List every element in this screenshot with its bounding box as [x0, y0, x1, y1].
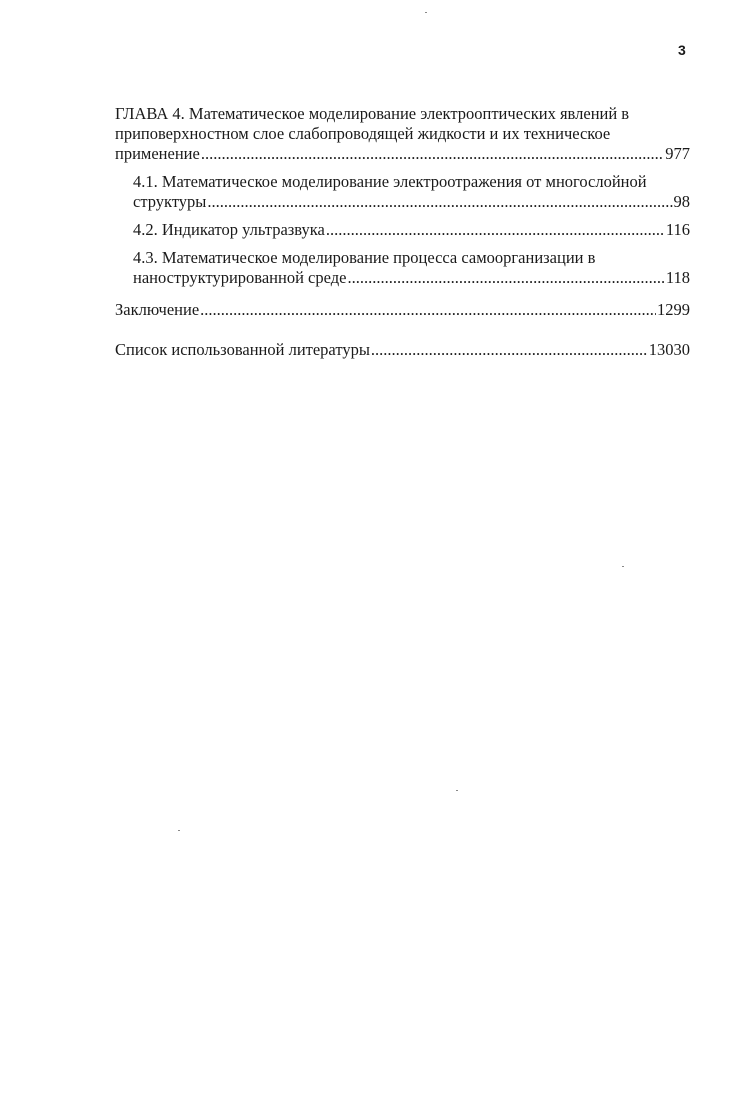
toc-section-last-line [115, 268, 690, 288]
toc-chapter-title-line-3: применение [115, 144, 200, 163]
toc-section-title-line-2: структуры [133, 192, 207, 211]
page-number: 3 [678, 42, 686, 58]
toc-section-row [133, 220, 690, 240]
toc-section-4-2 [115, 220, 690, 240]
toc-conclusion [115, 300, 690, 320]
dot-leader [326, 220, 665, 240]
dot-leader [347, 268, 664, 288]
toc-conclusion-page: 1299 [657, 300, 690, 319]
scan-speck [622, 566, 624, 567]
dot-leader [207, 192, 672, 212]
toc-conclusion-label: Заключение [115, 300, 200, 319]
toc-section-title: 4.2. Индикатор ультразвука [133, 220, 325, 239]
dot-leader [371, 340, 648, 360]
toc-chapter-page: 977 [665, 144, 690, 163]
toc-section-title-line-2: наноструктурированной среде [133, 268, 347, 287]
scan-speck [178, 830, 180, 831]
toc-references [115, 340, 690, 360]
table-of-contents [115, 104, 690, 380]
toc-chapter-last-line [115, 144, 690, 164]
toc-chapter-title-line-2: приповерхностном слое слабопроводящей жидкости и их техническое [115, 124, 611, 143]
toc-section-title-line-1: 4.3. Математическое моделирование процесса самоорганизации в [133, 248, 596, 267]
scan-speck [456, 790, 458, 791]
toc-section-title-line-1: 4.1. Математическое моделирование электроотражения от многослойной [133, 172, 647, 191]
toc-section-4-1 [115, 172, 690, 212]
toc-section-page: 116 [665, 220, 690, 239]
toc-chapter-4 [115, 104, 690, 164]
toc-section-last-line [115, 192, 690, 212]
dot-leader [200, 300, 656, 320]
toc-section-4-3 [115, 248, 690, 288]
toc-chapter-title-line-1: ГЛАВА 4. Математическое моделирование электрооптических явлений в [115, 104, 630, 123]
toc-section-page: 98 [673, 192, 690, 211]
toc-references-label: Список использованной литературы [115, 340, 370, 359]
toc-section-page: 118 [665, 268, 690, 287]
scan-speck [425, 12, 427, 13]
dot-leader [201, 144, 664, 164]
toc-references-page: 13030 [648, 340, 690, 359]
